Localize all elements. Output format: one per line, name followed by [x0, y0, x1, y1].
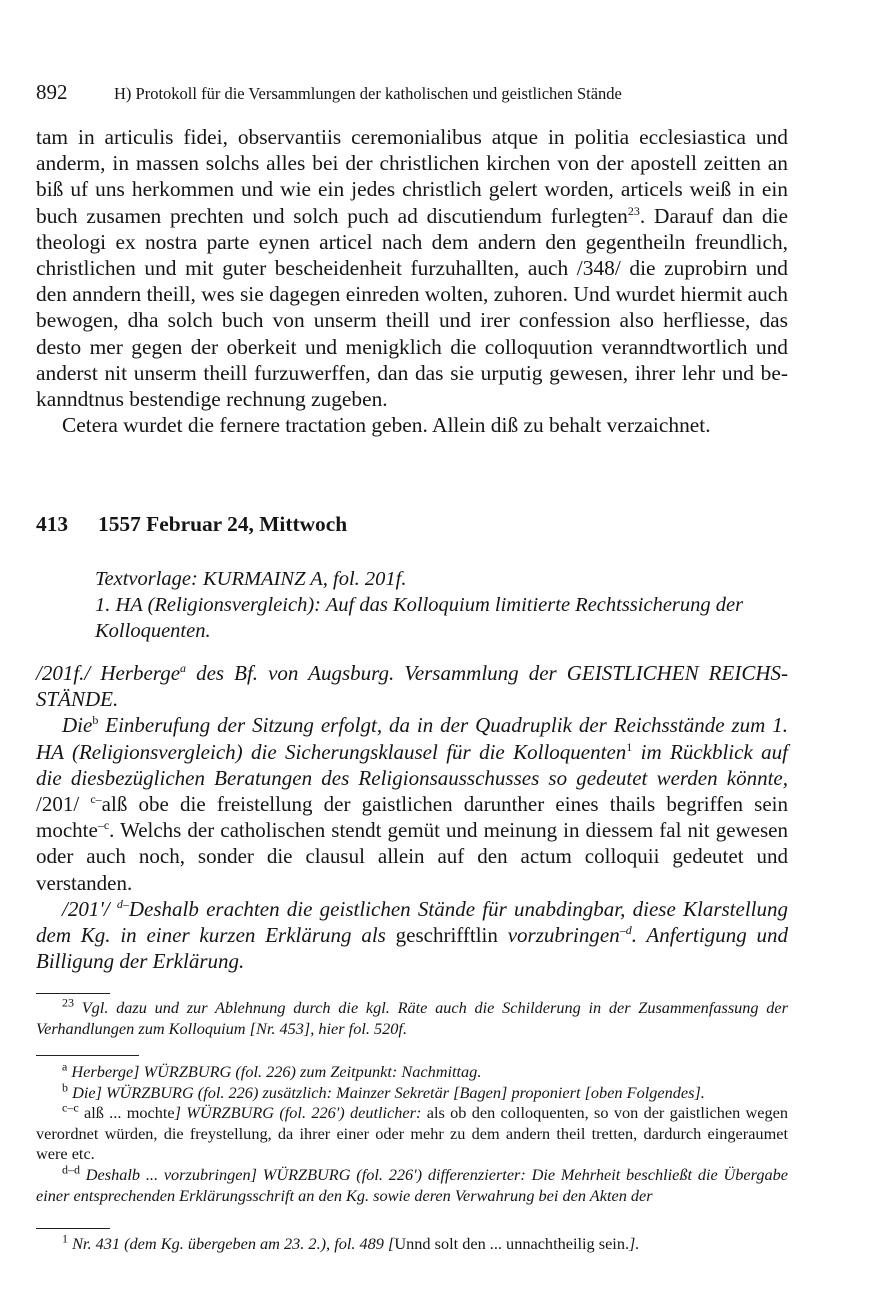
- textvorlage-topic: 1. HA (Religionsvergleich): Auf das Kolloquium limitierte Rechtssicherung der Kolloquenten.: [95, 594, 744, 642]
- footnote-ref-b[interactable]: b: [92, 713, 99, 728]
- footnote-ref-d-open[interactable]: d–: [116, 896, 129, 911]
- footnote-1: $^1$ Nr. 431 (dem Kg. übergeben am 23. 2.), fol. 489 [Unnd solt den ... unnachtheilig sein.].: [62, 1231, 640, 1253]
- body-paragraph-2: Cetera wurdet die fernere tractation geben. Allein diß zu behalt verzaichnet.: [62, 413, 711, 438]
- textvorlage-source: Textvorlage: KURMAINZ A, fol. 201f.: [95, 568, 407, 590]
- footnote-ref-c-close[interactable]: –c: [97, 818, 110, 833]
- footnote-rule-3: [36, 1228, 110, 1229]
- entry-paragraph-2: /201'/ $^{d-}$Deshalb erachten die geistlichen Stände für unabdingbar, diese Klarstellung dem Kg. in einer kurzen Erklärung als geschrifftlin vorzubringen$^{-d}$. Anfertigung und Billigung der Erklärung.: [36, 896, 788, 974]
- running-head: H) Protokoll für die Versammlungen der katholischen und geistlichen Stände: [114, 84, 622, 103]
- entry-heading: /201f./ Herberge$^a$ des Bf. von Augsburg. Versammlung der GEISTLICHEN REICHSSTÄNDE.: [36, 661, 788, 712]
- page-number: 892: [36, 80, 68, 104]
- section-heading: [36, 512, 788, 537]
- footnote-ref-c-open[interactable]: c–: [90, 792, 102, 807]
- footnote-ref-1[interactable]: 1: [626, 739, 633, 754]
- body-text: [36, 124, 788, 438]
- footnotes-numeric: [36, 995, 788, 1039]
- footnote-c: $^{c-c}$ alß ... mochte] WÜRZBURG (fol. 226') deutlicher: als ob den colloquenten, so von der gaistlichen wegen verordnet würden, die freystellung, da ihrer einer oder mehr zu dem andern theil tretten, dardurch eingeraumet were etc.: [36, 1100, 789, 1164]
- section-number: 413: [36, 512, 69, 536]
- footnote-rule-1: [36, 993, 110, 994]
- protocol-entry: [36, 660, 788, 974]
- page-header: [36, 80, 788, 110]
- footnotes-ref: [36, 1231, 788, 1255]
- body-paragraph-1: tam in articulis fidei, observantiis ceremonialibus atque in politia ecclesiastica und anderm, in massen solchs alles bei der christlichen kirchen von der apostell zeitten an biß uf uns herkommen und wie ein jedes christlich gelert worden, articels weiß in ein buch zusamen prechten und solch puch ad discutiendum furlegten$^{23}$. Darauf dan die theologi ex nostra parte eynen articel nach dem andern den gegentheiln freundlich, christlichen und mit guter bescheidenheit furzuhallten, auch /348/ die zuprobirn und den anndern theill, wes sie dagegen einreden wolten, zuhoren. Und wurdet hiermit auch bewogen, dha solch buch von unserm theill und irer confession also herfliesse, das desto mer gegen der oberkeit und menigklich die colloquution veranndtwortlich und anderst nit unserm theill furzuwerffen, dan das sie urputig gewesen, ihrer lehr und bekanndtnus bestendige rechnung zugeben.: [36, 125, 788, 412]
- footnote-rule-2: [36, 1055, 139, 1056]
- textvorlage-block: [95, 566, 789, 644]
- entry-paragraph-1: Die$^b$ Einberufung der Sitzung erfolgt, da in der Quadruplik der Reichsstände zum 1. HA (Religionsvergleich) die Sicherungsklausel für die Kolloquenten$^1$ im Rückblick auf die diesbezüglichen Beratungen des Religionsausschusses so gedeutet werden könnte, /201/ $^{c-}$alß obe die freistellung der gaistlichen darunther eines thails begriffen sein mochte$^{-c}$. Welchs der catholischen stendt gemüt und meinung in diessem fal nit gewesen oder auch noch, sonder die clausul allein auf den actum colloquii gedeutet und verstanden.: [36, 713, 788, 895]
- footnote-b: $^b$ Die] WÜRZBURG (fol. 226) zusätzlich: Mainzer Sekretär [Bagen] proponiert [oben Folgendes].: [62, 1080, 705, 1102]
- footnote-ref-23[interactable]: 23: [627, 203, 640, 218]
- footnote-a: $^a$ Herberge] WÜRZBURG (fol. 226) zum Zeitpunkt: Nachmittag.: [62, 1059, 482, 1081]
- footnote-ref-a[interactable]: a: [180, 661, 187, 675]
- section-title: 1557 Februar 24, Mittwoch: [98, 512, 348, 536]
- footnotes-alpha: [36, 1059, 789, 1206]
- footnote-ref-d-close[interactable]: –d: [619, 923, 632, 938]
- footnote-23: $^{23}$ Vgl. dazu und zur Ablehnung durch die kgl. Räte auch die Schilderung in der Zusammenfassung der Verhandlungen zum Kolloquium [Nr. 453], hier fol. 520f.: [36, 995, 788, 1038]
- footnote-d: $^{d-d}$ Deshalb ... vorzubringen] WÜRZBURG (fol. 226') differenzierter: Die Mehrheit beschließt die Übergabe einer entsprechenden Erklärungsschrift an den Kg. sowie deren Verwahrung bei den Akten der: [36, 1162, 788, 1205]
